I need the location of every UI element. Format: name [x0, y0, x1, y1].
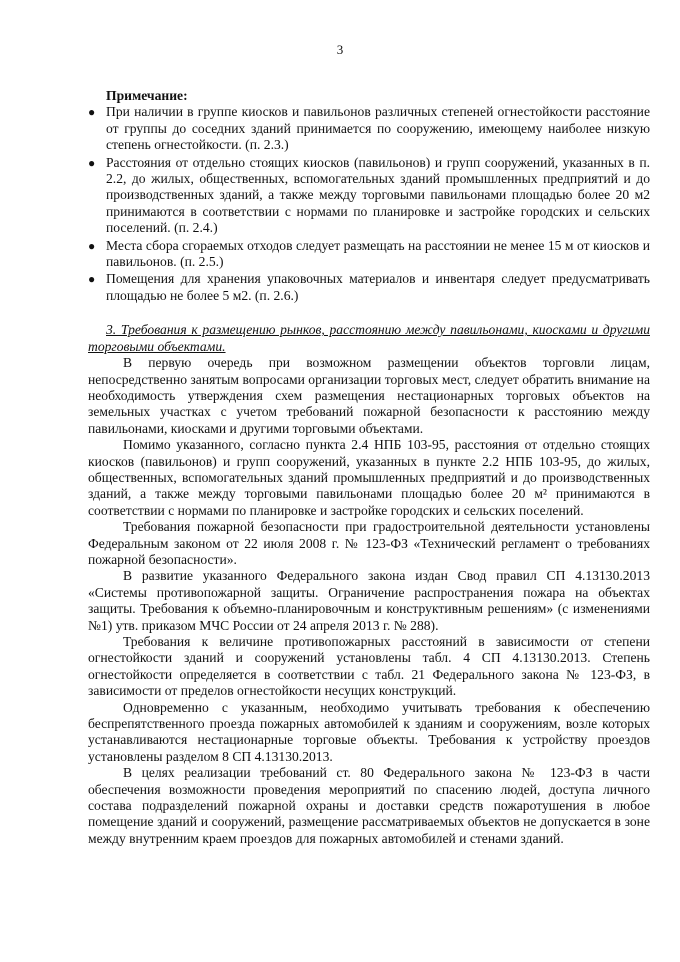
paragraph: В первую очередь при возможном размещении объектов торговли лицам, непосредственно занятым вопросами организации торговых мест, следует обратить внимание на необходимость утверждения схем размещения нестационарных торговых объектов на земельных участках с учетом требований пожарной безопасности к расстоянию между павильонами, киосками и другими торговыми объектами. [88, 355, 650, 436]
note-item: ● При наличии в группе киосков и павильонов различных степеней огнестойкости расстояние от группы до соседних зданий принимается по сооружению, имеющему наиболее низкую степень огнестойкости. (п. 2.3.) [88, 104, 650, 153]
page-number: 3 [336, 42, 344, 57]
note-list [88, 104, 650, 304]
section-title: 3. Требования к размещению рынков, расстоянию между павильонами, киосками и другими торговыми объектами. [88, 322, 650, 354]
bullet-icon: ● [88, 155, 96, 170]
note-item: ● Помещения для хранения упаковочных материалов и инвентаря следует предусматривать площадью не более 5 м2. (п. 2.6.) [88, 271, 650, 303]
bullet-icon: ● [88, 105, 96, 120]
bullet-icon: ● [88, 272, 96, 287]
paragraph: Одновременно с указанным, необходимо учитывать требования к обеспечению беспрепятственного проезда пожарных автомобилей к зданиям и сооружениям, возле которых устанавливаются нестационарные торговые объекты. Требования к устройству проездов установлены разделом 8 СП 4.13130.2013. [88, 699, 650, 764]
paragraph: Помимо указанного, согласно пункта 2.4 НПБ 103-95, расстояния от отдельно стоящих киосков (павильонов) и групп сооружений, указанных в пункте 2.2 НПБ 103-95, до жилых, общественных, вспомогательных зданий промышленных предприятий и до производственных зданий, а также между торговыми павильонами площадью более 20 м² принимаются в соответствии с нормами по планировке и застройке городских и сельских поселений. [88, 437, 650, 518]
page-content [88, 88, 650, 847]
paragraph: Требования к величине противопожарных расстояний в зависимости от степени огнестойкости зданий и сооружений установлены табл. 4 СП 4.13130.2013. Степень огнестойкости определяется в соответствии с табл. 21 Федерального закона № 123-ФЗ, в зависимости от пределов огнестойкости несущих конструкций. [88, 634, 650, 699]
paragraph: В развитие указанного Федерального закона издан Свод правил СП 4.13130.2013 «Системы противопожарной защиты. Ограничение распространения пожара на объектах защиты. Требования к объемно-планировочным и конструктивным решениям» (с изменениями №1) утв. приказом МЧС России от 24 апреля 2013 г. № 288). [88, 568, 650, 633]
note-item: ● Расстояния от отдельно стоящих киосков (павильонов) и групп сооружений, указанных в п. 2.2, до жилых, общественных, вспомогательных зданий промышленных предприятий и до производственных зданий, а также между торговыми павильонами площадью более 20 м2 принимаются в соответствии с нормами по планировке и застройке городских и сельских поселений. (п. 2.4.) [88, 154, 650, 236]
paragraph: Требования пожарной безопасности при градостроительной деятельности установлены Федеральным законом от 22 июля 2008 г. № 123-ФЗ «Технический регламент о требованиях пожарной безопасности». [88, 519, 650, 567]
bullet-icon: ● [88, 238, 96, 253]
note-title: Примечание: [106, 88, 188, 103]
paragraph: В целях реализации требований ст. 80 Федерального закона № 123-ФЗ в части обеспечения возможности проведения мероприятий по спасению людей, доступа личного состава подразделений пожарной охраны и доставки средств пожаротушения в любое помещение зданий и сооружений, размещение рассматриваемых объектов не допускается в зоне между внутренним краем проездов для пожарных автомобилей и стенами зданий. [88, 765, 650, 846]
note-item: ● Места сбора сгораемых отходов следует размещать на расстоянии не менее 15 м от киосков и павильонов. (п. 2.5.) [88, 237, 650, 270]
